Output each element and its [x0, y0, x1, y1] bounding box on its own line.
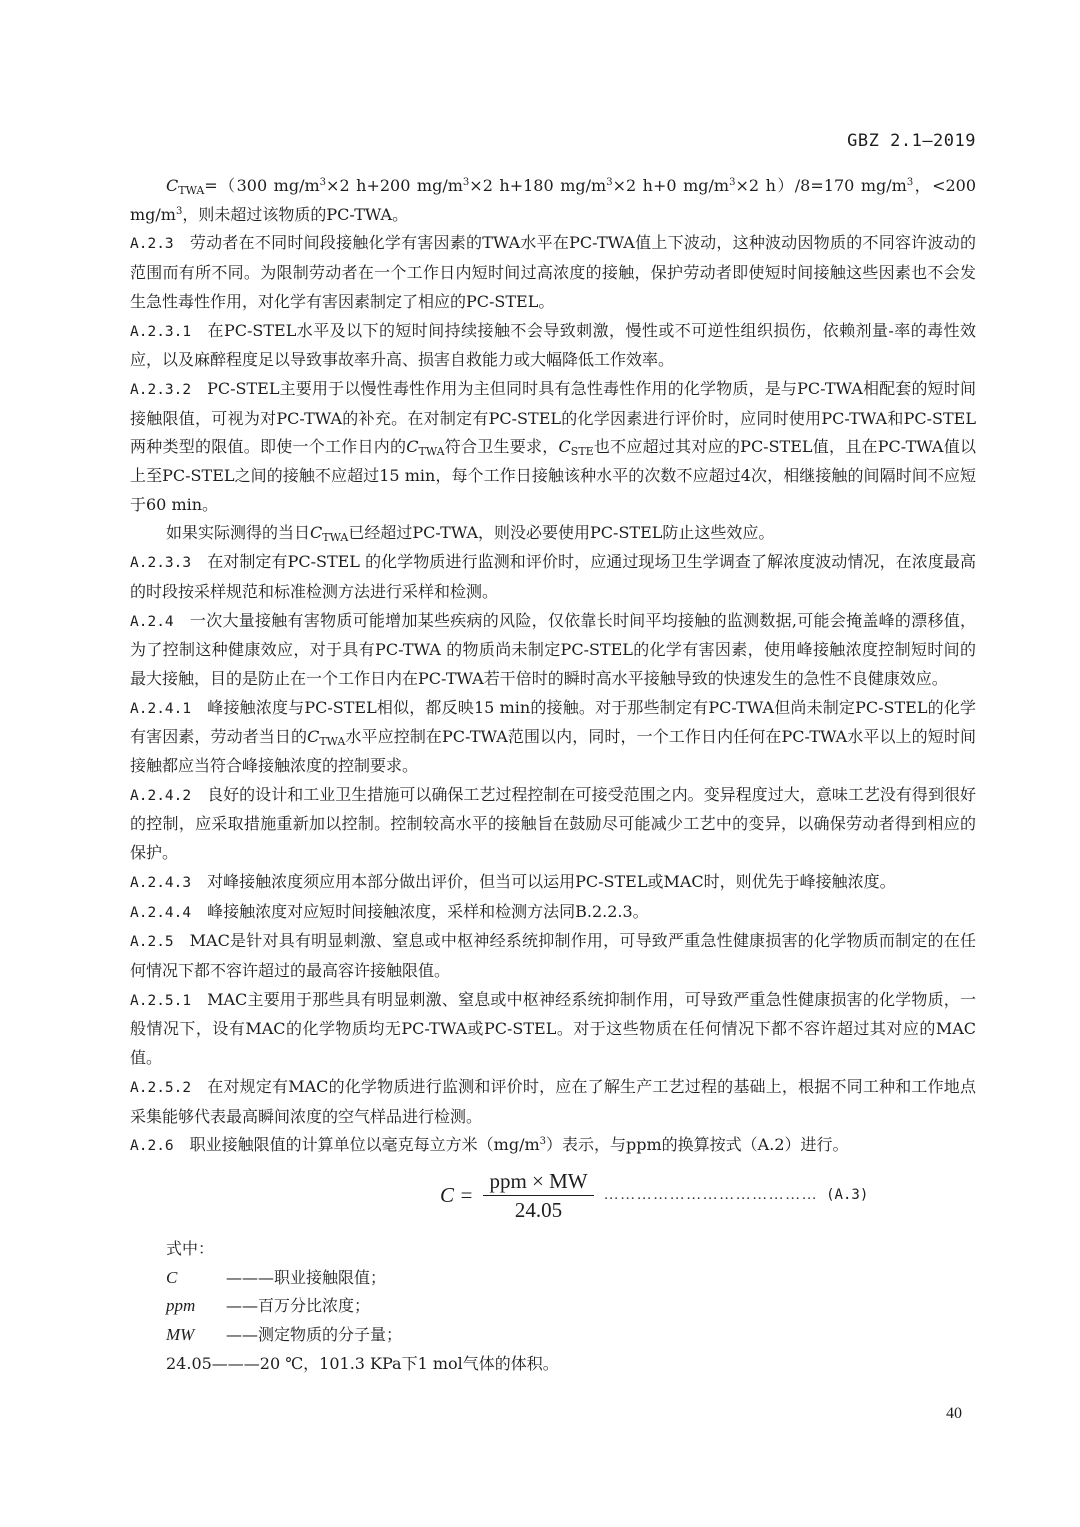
legend-item: C ———职业接触限值； [166, 1267, 387, 1287]
formula-numerator: ppm × MW [483, 1167, 593, 1196]
formula-leader-dots: ………………………………… [603, 1187, 819, 1204]
clause-a-2-5-1: A.2.5.1 MAC主要用于那些具有明显刺激、窒息或中枢神经系统抑制作用，可导致严重急性健康损害的化学物质，一般情况下，设有MAC的化学物质均无PC-TWA或PC-STEL。对于这些物质在任何情况下都不容许超过其对应的MAC值。 [130, 989, 976, 1068]
clause-a-2-4-4: A.2.4.4 峰接触浓度对应短时间接触浓度，采样和检测方法同B.2.2.3。 [130, 901, 649, 921]
clause-a-2-4-1: A.2.4.1 峰接触浓度与PC-STEL相似，都反映15 min的接触。对于那些制定有PC-TWA但尚未制定PC-STEL的化学有害因素，劳动者当日的$C_{TWA}$水平应控制在PC-TWA范围以内，同时，一个工作日内任何在PC-TWA水平以上的短时间接触都应当符合峰接触浓度的控制要求。 [130, 697, 976, 776]
clause-a-2-5: A.2.5 MAC是针对具有明显刺激、窒息或中枢神经系统抑制作用，可导致严重急性健康损害的化学物质而制定的在任何情况下都不容许超过的最高容许接触限值。 [130, 931, 976, 980]
legend-item: ppm ——百万分比浓度； [166, 1296, 371, 1316]
formula-fraction [483, 1167, 593, 1224]
clause-a-2-4-2: A.2.4.2 良好的设计和工业卫生措施可以确保工艺过程控制在可接受范围之内。变异程度过大，意味工艺没有得到很好的控制，应采取措施重新加以控制。控制较高水平的接触旨在鼓励尽可能减少工艺中的变异，以确保劳动者得到相应的保护。 [130, 784, 976, 863]
formula-denominator: 24.05 [514, 1197, 563, 1222]
conversion-formula [130, 1165, 976, 1227]
formula-lhs: C = [440, 1183, 474, 1208]
page-number: 40 [946, 1405, 962, 1422]
clause-a-2-3: A.2.3 劳动者在不同时间段接触化学有害因素的TWA水平在PC-TWA值上下波动，这种波动因物质的不同容许波动的范围而有所不同。为限制劳动者在一个工作日内短时间过高浓度的接触，保护劳动者即使短时间接触这些因素也不会发生急性毒性作用，对化学有害因素制定了相应的PC-STEL。 [130, 233, 976, 311]
equation-number: (A.3) [826, 1187, 869, 1204]
clause-a-2-4-3: A.2.4.3 对峰接触浓度须应用本部分做出评价，但当可以运用PC-STEL或MAC时，则优先于峰接触浓度。 [130, 871, 896, 891]
clause-a-2-5-2: A.2.5.2 在对规定有MAC的化学物质进行监测和评价时，应在了解生产工艺过程的基础上，根据不同工种和工作地点采集能够代表最高瞬间浓度的空气样品进行检测。 [130, 1076, 976, 1126]
clause-a-2-6: A.2.6 职业接触限值的计算单位以毫克每立方米$(mg/m^3)$表示，与ppm的换算按式（A.2）进行。 [130, 1135, 849, 1155]
legend-label: 式中： [166, 1238, 215, 1258]
twa-calculation-example: $C_{TWA}=(300$ $mg/m^3\times 2$ h+200 $mg/m^3\times 2$ h+180 $mg/m^3\times 2$ h+0 $mg/m^3\times 2$ h）/8=170 $mg/m^3$，<200 $mg/m^3$，则未超过该物质的PC-TWA。 [130, 176, 977, 224]
clause-a-2-3-1: A.2.3.1 在PC-STEL水平及以下的短时间持续接触不会导致刺激，慢性或不可逆性组织损伤，依赖剂量-率的毒性效应，以及麻醉程度足以导致事故率升高、损害自救能力或大幅降低工作效率。 [130, 320, 976, 370]
document-body [130, 172, 976, 1378]
clause-a-2-3-3: A.2.3.3 在对制定有PC-STEL 的化学物质进行监测和评价时，应通过现场卫生学调查了解浓度波动情况，在浓度最高的时段按采样规范和标准检测方法进行采样和检测。 [130, 552, 976, 601]
clause-a-2-3-2: A.2.3.2 PC-STEL主要用于以慢性毒性作用为主但同时具有急性毒性作用的化学物质，是与PC-TWA相配套的短时间接触限值，可视为对PC-TWA的补充。在对制定有PC-STEL的化学因素进行评价时，应同时使用PC-TWA和PC-STEL两种类型的限值。即使一个工作日内的$C_{TWA}$符合卫生要求，$C_{STE}$也不应超过其对应的PC-STEL值，且在PC-TWA值以上至PC-STEL之间的接触不应超过15 min，每个工作日接触该种水平的次数不应超过4次，相继接触的间隔时间不应短于60 min。 [130, 378, 976, 514]
formula-legend [130, 1235, 976, 1379]
clause-a-2-3-2-note: 如果实际测得的当日$C_{TWA}$已经超过PC-TWA，则没必要使用PC-STEL防止这些效应。 [166, 523, 775, 545]
legend-item: MW ——测定物质的分子量； [166, 1325, 403, 1345]
standard-identifier: GBZ 2.1—2019 [847, 131, 976, 151]
clause-a-2-4: A.2.4 一次大量接触有害物质可能增加某些疾病的风险，仅依靠长时间平均接触的监测数据,可能会掩盖峰的漂移值，为了控制这种健康效应，对于具有PC-TWA 的物质尚未制定PC-STEL的化学有害因素，使用峰接触浓度控制短时间的最大接触，目的是防止在一个工作日内在PC-TWA若干倍时的瞬时高水平接触导致的快速发生的急性不良健康效应。 [130, 610, 976, 688]
legend-item-last: 24.05———20 ℃，101.3 KPa下1 mol气体的体积。 [166, 1353, 559, 1373]
